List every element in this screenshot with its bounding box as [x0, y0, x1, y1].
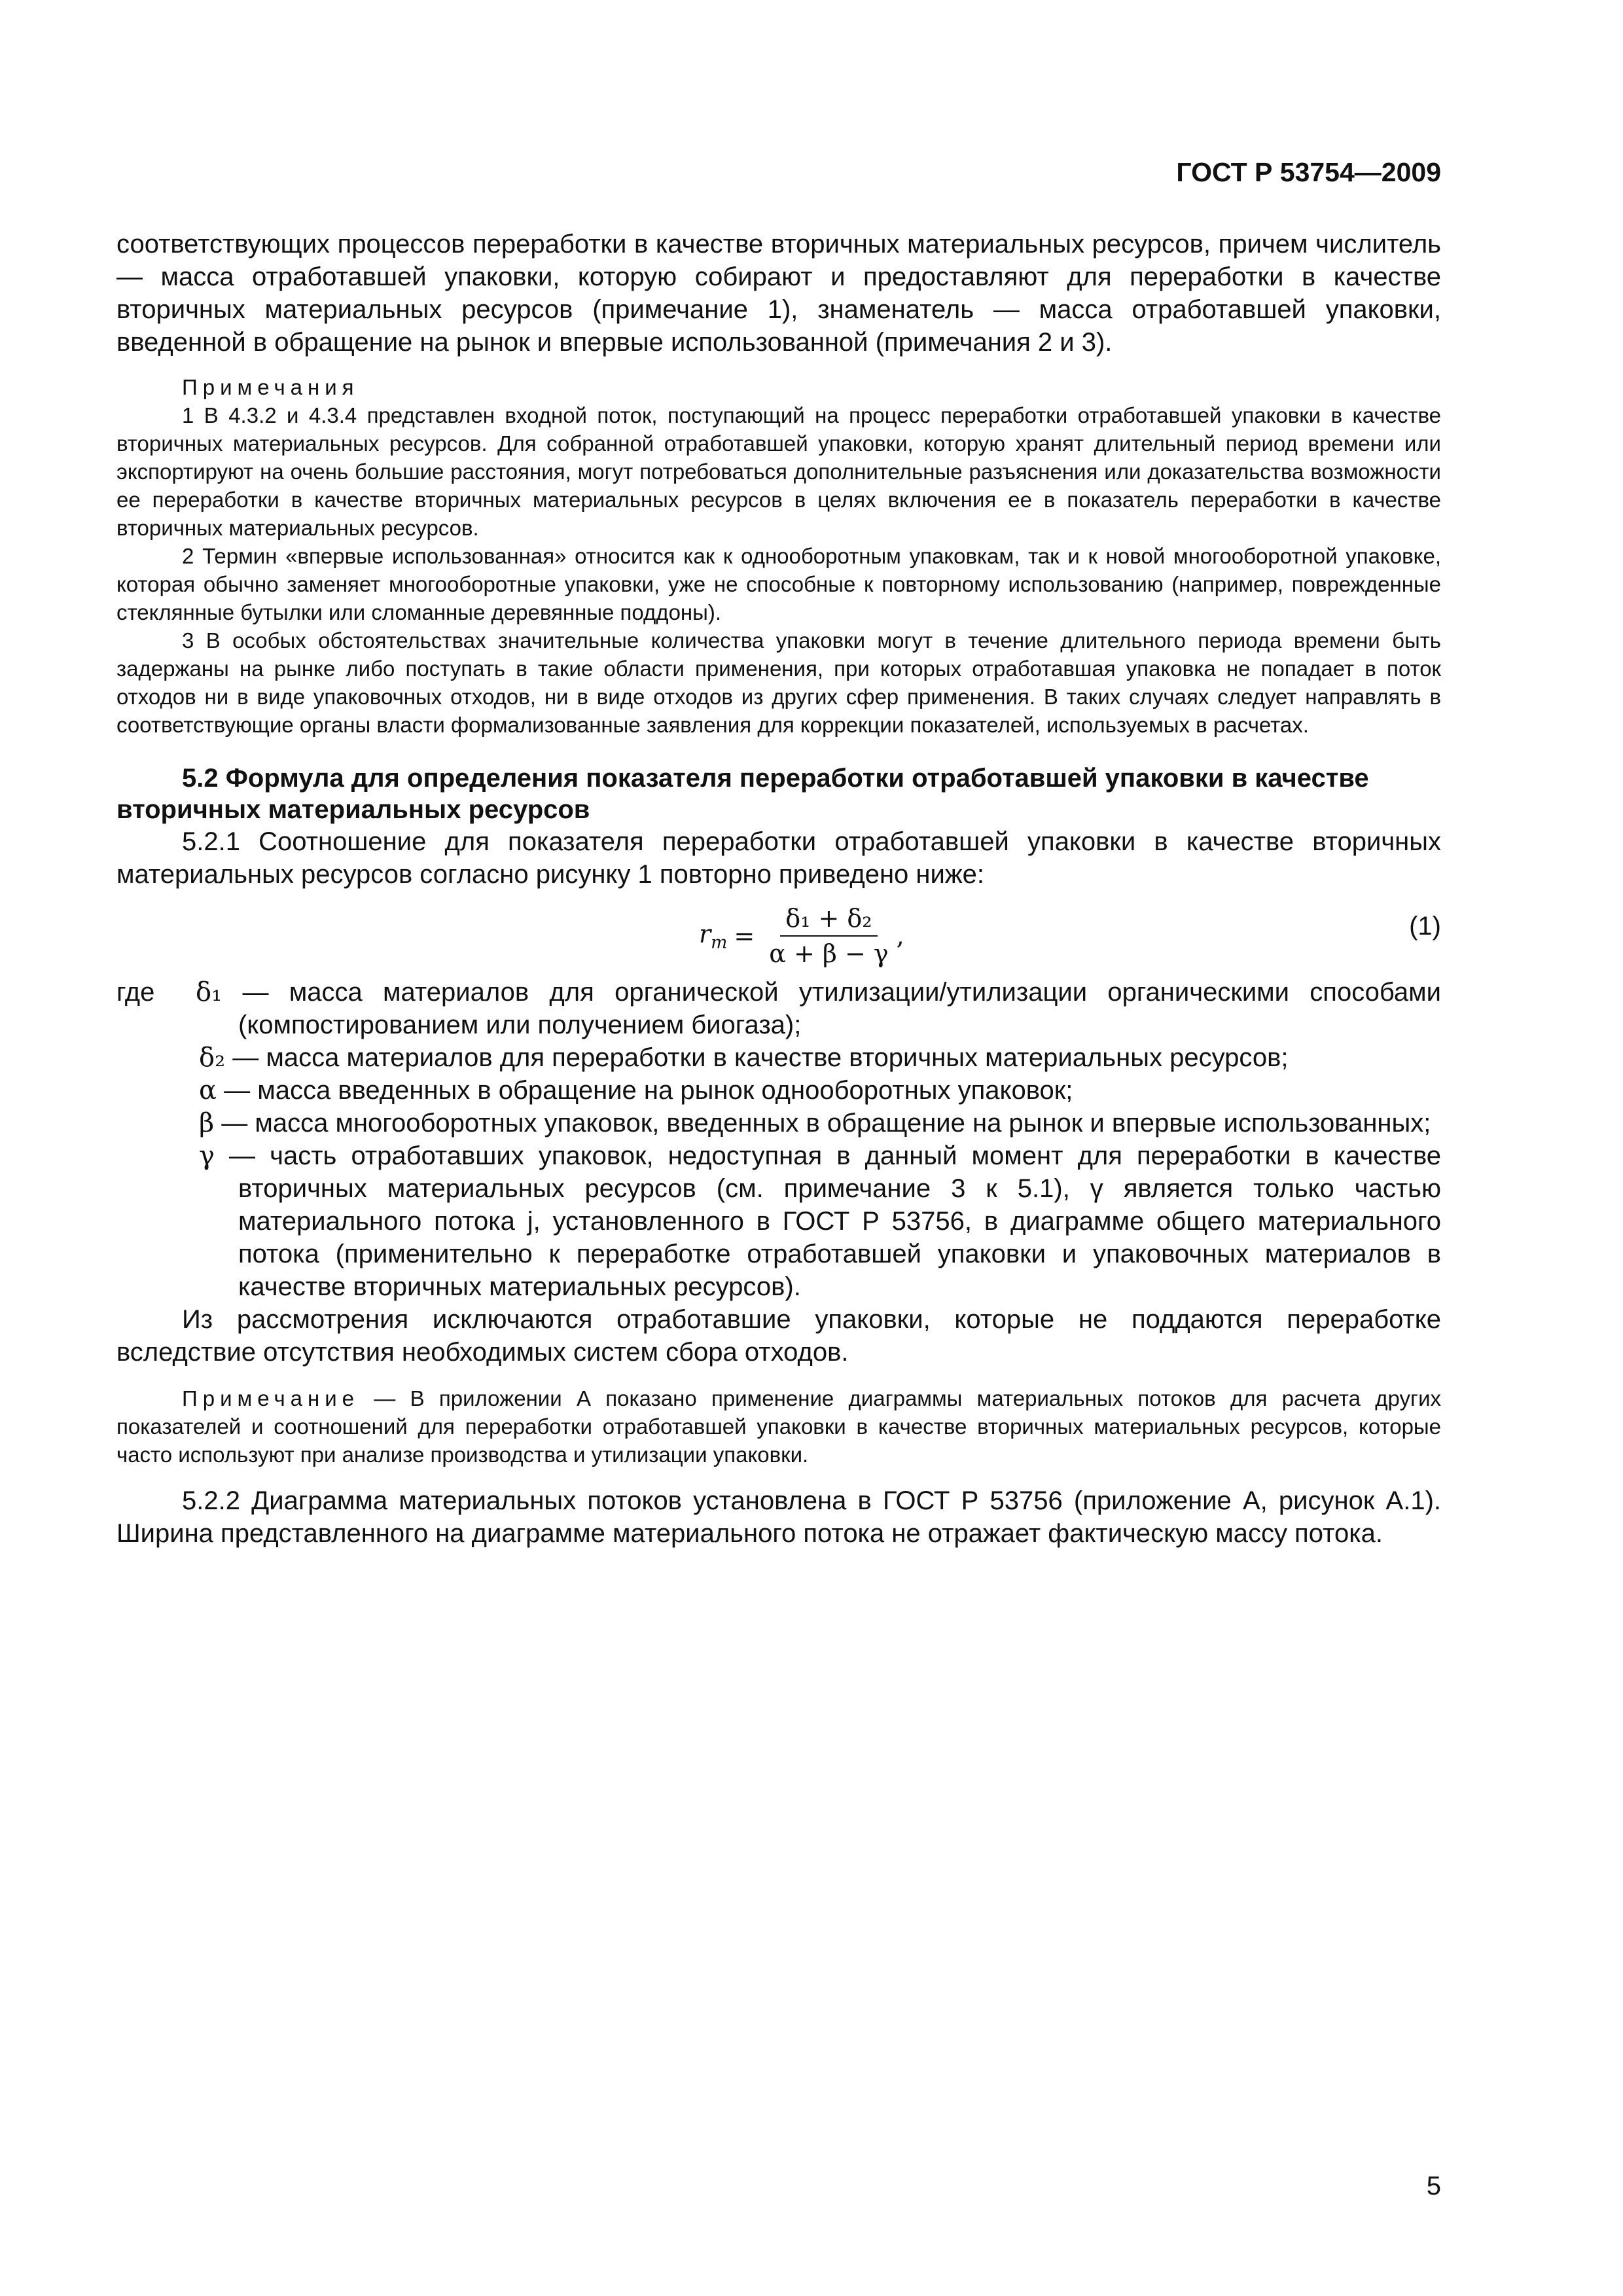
- page-content: [116, 228, 1441, 1550]
- section-title: 5.2 Формула для определения показателя переработки отработавшей упаковки в качестве вторичных материальных ресурсов: [116, 764, 1369, 824]
- page-number: 5: [1426, 2172, 1441, 2200]
- equation-number: (1): [1409, 912, 1441, 941]
- definition-delta2: δ₂ — масса материалов для переработки в качестве вторичных материальных ресурсов;: [199, 1043, 1289, 1073]
- formula-equals: =: [734, 922, 755, 950]
- formula-fraction: [764, 904, 893, 968]
- paragraph-5-2-1: 5.2.1 Соотношение для показателя переработки отработавшей упаковки в качестве вторичных материальных ресурсов согласно рисунку 1 повторно приведено ниже:: [116, 827, 1441, 889]
- final-note-label: Примечание: [182, 1386, 360, 1410]
- definition-beta: β — масса многооборотных упаковок, введенных в обращение на рынок и впервые использованных;: [199, 1108, 1431, 1138]
- formula-denominator: α + β − γ: [769, 939, 889, 968]
- document-id-header: ГОСТ Р 53754—2009: [1176, 157, 1441, 187]
- formula-block: [116, 897, 1441, 976]
- paragraph-5-2-2: 5.2.2 Диаграмма материальных потоков установлена в ГОСТ Р 53756 (приложение А, рисунок А.1). Ширина представленного на диаграмме материального потока не отражает фактическую массу потока.: [116, 1486, 1441, 1548]
- definition-delta1: где δ₁ — масса материалов для органической утилизации/утилизации органическими способами (компостированием или получением биогаза);: [116, 977, 1441, 1039]
- exclusion-paragraph: Из рассмотрения исключаются отработавшие упаковки, которые не поддаются переработке вследствие отсутствия необходимых систем сбора отходов.: [116, 1305, 1441, 1367]
- formula-comma: ,: [896, 922, 904, 950]
- definition-gamma: γ — часть отработавших упаковок, недоступная в данный момент для переработки в качестве вторичных материальных ресурсов (см. примечание 3 к 5.1), γ является только частью материального потока j, установленного в ГОСТ Р 53756, в диаграмме общего материального потока (применительно к переработке отработавшей упаковки и упаковочных материалов в качестве вторичных материальных ресурсов).: [199, 1141, 1441, 1301]
- formula-lhs: $r_m$: [699, 919, 728, 953]
- notes-heading: Примечания: [182, 375, 359, 399]
- note-1: 1 В 4.3.2 и 4.3.4 представлен входной поток, поступающий на процесс переработки отработавшей упаковки в качестве вторичных материальных ресурсов. Для собранной отработавшей упаковки, которую хранят длительный период времени или экспортируют на очень большие расстояния, могут потребоваться дополнительные разъяснения или доказательства возможности ее переработки в качестве вторичных материальных ресурсов в целях включения ее в показатель переработки в качестве вторичных материальных ресурсов.: [116, 403, 1441, 540]
- final-note: [116, 1384, 1441, 1469]
- formula: [699, 904, 904, 968]
- note-2: 2 Термин «впервые использованная» относится как к однооборотным упаковкам, так и к новой многооборотной упаковке, которая обычно заменяет многооборотные упаковки, уже не способные к повторному использованию (например, поврежденные стеклянные бутылки или сломанные деревянные поддоны).: [116, 544, 1441, 624]
- intro-paragraph: соответствующих процессов переработки в качестве вторичных материальных ресурсов, причем числитель — масса отработавшей упаковки, которую собирают и предоставляют для переработки в качестве вторичных материальных ресурсов (примечание 1), знаменатель — масса отработавшей упаковки, введенной в обращение на рынок и впервые использованной (примечания 2 и 3).: [116, 230, 1441, 357]
- note-3: 3 В особых обстоятельствах значительные количества упаковки могут в течение длительного периода времени быть задержаны на рынке либо поступать в такие области применения, при которых отработавшая упаковка не попадает в поток отходов ни в виде упаковочных отходов, ни в виде отходов из других сфер применения. В таких случаях следует направлять в соответствующие органы власти формализованные заявления для коррекции показателей, используемых в расчетах.: [116, 628, 1441, 737]
- definition-alpha: α — масса введенных в обращение на рынок однооборотных упаковок;: [199, 1075, 1073, 1105]
- formula-numerator: δ₁ + δ₂: [780, 904, 877, 937]
- final-note-text: — В приложении А показано применение диаграммы материальных потоков для расчета других показателей и соотношений для переработки отработавшей упаковки в качестве вторичных материальных ресурсов, которые часто используют при анализе производства и утилизации упаковки.: [116, 1386, 1442, 1467]
